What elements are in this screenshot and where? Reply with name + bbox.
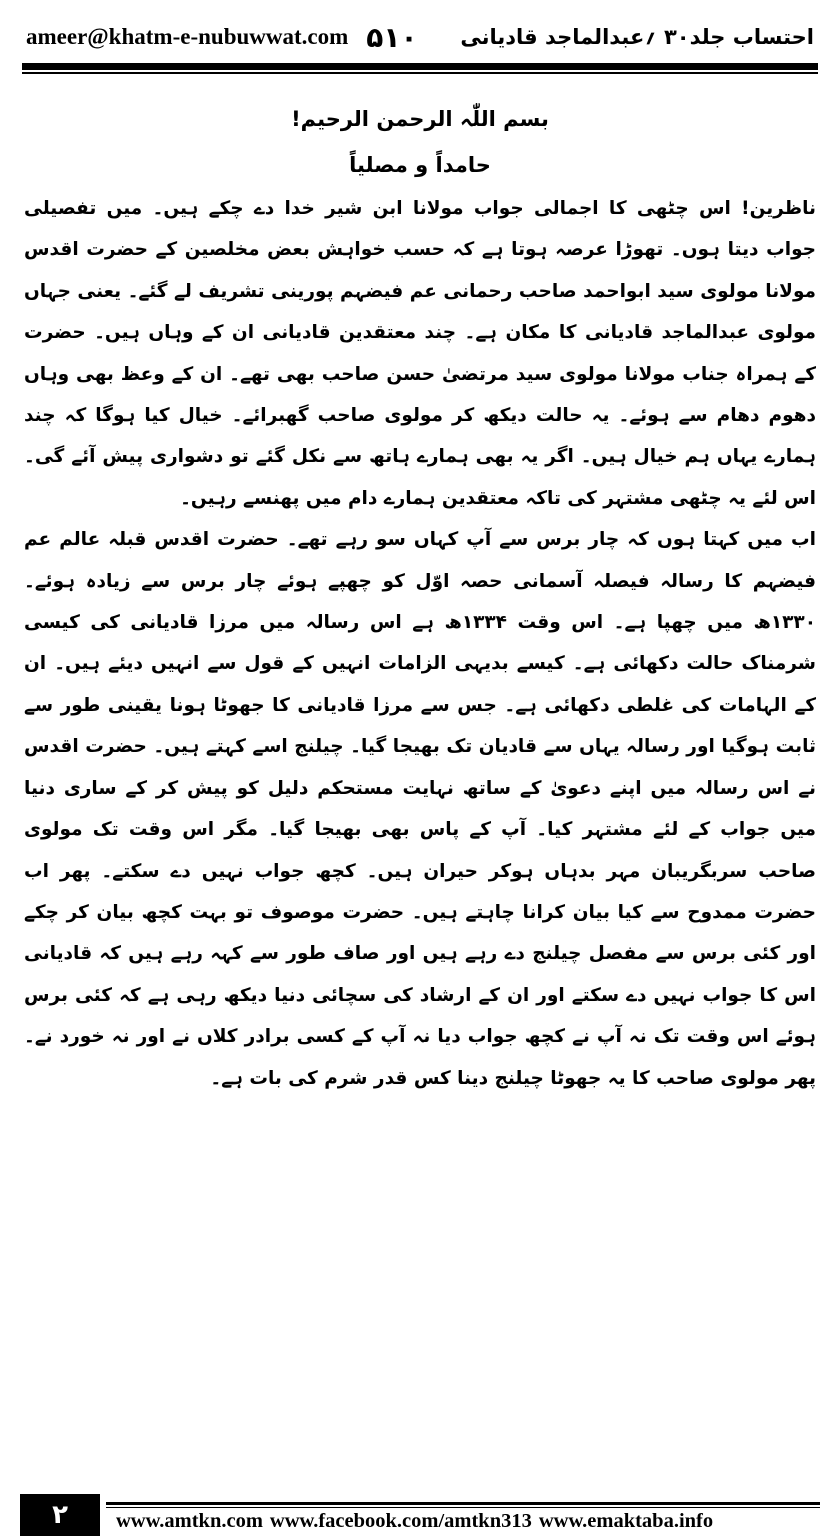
footer-link-emaktaba[interactable]: www.emaktaba.info (538, 1510, 714, 1532)
header-rule-thin (22, 72, 818, 74)
header-email[interactable]: ameer@khatm-e-nubuwwat.com (26, 24, 349, 49)
footer-link-amtkn[interactable]: www.amtkn.com (116, 1510, 263, 1532)
paragraph-2: اب میں کہتا ہوں کہ چار برس سے آپ کہاں سو رہے تھے۔ حضرت اقدس قبلہ عالم عم فیضہم کا رسالہ فیصلہ آسمانی حصہ اوّل کو چھپے ہوئے چار برس سے زیادہ ہوئے۔ ۱۳۳۰ھ میں چھپا ہے۔ اس وقت ۱۳۳۴ھ ہے اس رسالہ میں مرزا قادیانی کی کیسی شرمناک حالت دکھائی ہے۔ کیسے بدیہی الزامات انہیں کے قول سے انہیں دیئے ہیں۔ ان کے الہامات کی غلطی دکھائی ہے۔ جس سے مرزا قادیانی کا جھوٹا ہونا یقینی طور سے ثابت ہوگیا اور رسالہ یہاں سے قادیان تک بھیجا گیا۔ چیلنج اسے کہتے ہیں۔ حضرت اقدس نے اس رسالہ میں اپنے دعویٰ کے ساتھ نہایت مستحکم دلیل کو پیش کر کے ساری دنیا میں جواب کے لئے مشتہر کیا۔ آپ کے پاس بھی بھیجا گیا۔ مگر اس وقت تک مولوی صاحب سربگریبان مہر بدہاں ہوکر حیران ہیں۔ کچھ جواب نہیں دے سکتے۔ پھر اب حضرت ممدوح سے کیا بیان کرانا چاہتے ہیں۔ حضرت موصوف تو بہت کچھ بیان کر چکے اور کئی برس سے مفصل چیلنج دے رہے ہیں اور صاف طور سے کہہ رہے ہیں کہ قادیانی اس کا جواب نہیں دے سکتے اور ان کے ارشاد کی سچائی دنیا دیکھ رہی ہے کہ کئی برس ہوئے اس وقت تک نہ آپ نے کچھ جواب دیا نہ آپ کے کسی برادر کلاں نے اور نہ خورد نے۔ پھر مولوی صاحب کا یہ جھوٹا چیلنج دینا کس قدر شرم کی بات ہے۔ (24, 529, 816, 1089)
footer-rule-thick (106, 1502, 820, 1505)
document-body (24, 96, 816, 1099)
header-left (26, 21, 418, 54)
header-title: احتساب جلد۳۰ ؍عبدالماجد قادیانی (460, 25, 814, 49)
footer-page-number: ۲ (20, 1494, 100, 1536)
header-rule-thick (22, 63, 818, 70)
bismillah-heading: بسم اللّٰہ الرحمن الرحیم! (291, 107, 549, 131)
footer-link-facebook[interactable]: www.facebook.com/amtkn313 (269, 1510, 532, 1532)
page-header (26, 14, 814, 60)
header-page-number: ۵۱۰ (366, 20, 418, 54)
hamdan-heading: حامداً و مصلیاً (349, 153, 491, 177)
paragraph-1: ناظرین! اس چٹھی کا اجمالی جواب مولانا ابن شیر خدا دے چکے ہیں۔ میں تفصیلی جواب دیتا ہوں۔ تھوڑا عرصہ ہوتا ہے کہ حسب خواہش بعض مخلصین کے حضرت اقدس مولانا مولوی سید ابواحمد صاحب رحمانی عم فیضہم پورینی تشریف لے گئے۔ یعنی جہاں مولوی عبدالماجد قادیانی کا مکان ہے۔ چند معتقدین قادیانی ان کے وہاں ہیں۔ حضرت کے ہمراہ جناب مولانا مولوی سید مرتضیٰ حسن صاحب بھی تھے۔ ان کے وعظ بھی وہاں دھوم دھام سے ہوئے۔ یہ حالت دیکھ کر مولوی صاحب گھبرائے۔ خیال کیا ہوگا کہ چند ہمارے یہاں ہم خیال ہیں۔ اگر یہ بھی ہمارے ہاتھ سے نکل گئے تو دشواری پیش آئے گی۔ اس لئے یہ چٹھی مشتہر کی تاکہ معتقدین ہمارے دام میں پھنسے رہیں۔ (24, 198, 816, 509)
footer-links (116, 1507, 820, 1536)
page-footer (20, 1494, 820, 1536)
